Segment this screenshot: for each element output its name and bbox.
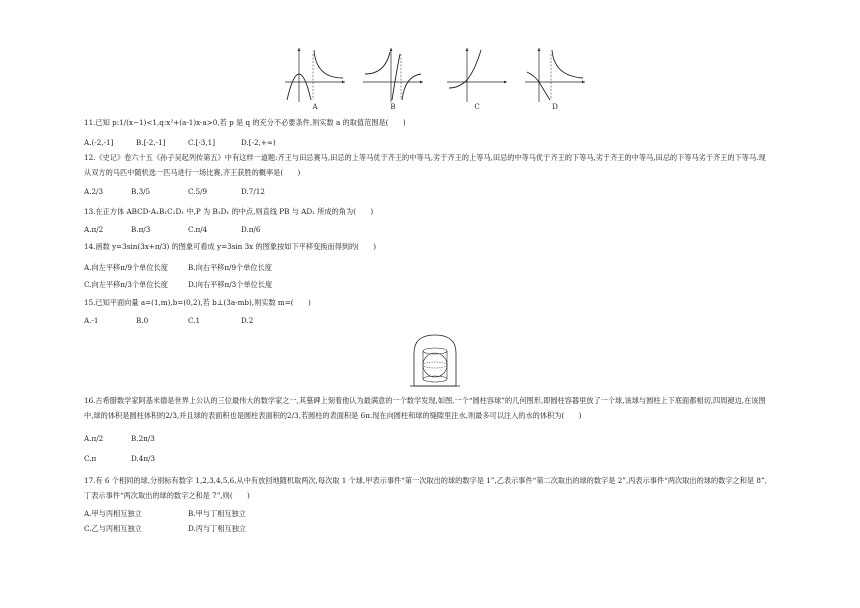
q17-option-c: C.乙与丙相互独立	[84, 524, 142, 533]
q16-option-c: C.π	[84, 454, 97, 463]
q17-option-d: D.丙与丁相互独立	[188, 524, 247, 533]
graph-a	[283, 44, 347, 104]
graph-label-d: D	[552, 103, 558, 111]
graph-label-a: A	[312, 103, 318, 111]
q17-option-a: A.甲与丙相互独立	[84, 509, 142, 518]
q12-option-b: B.3/5	[131, 187, 151, 196]
q15-option-c: C.1	[188, 316, 201, 325]
q16-option-d: D.4π/3	[131, 454, 156, 463]
q16-option-a: A.π/2	[84, 434, 104, 443]
question-17: 17.有 6 个相同的球,分别标有数字 1,2,3,4,5,6,从中有放回地随机取两次,每次取 1 个球,甲表示事件“第一次取出的球的数字是 1”,乙表示事件“第二次取出的球的数字是 2”,丙表示事件“两次取出的球的数字之和是 8”,丁表示事件“两次取出的球的数字之和是 7”,则( )	[84, 476, 767, 500]
q15-option-b: B.0	[136, 316, 149, 325]
q17-option-b: B.甲与丁相互独立	[188, 509, 246, 518]
graph-d	[523, 44, 587, 104]
question-16: 16.古希腊数学家阿基米德是世界上公认的三位最伟大的数学家之一,其墓碑上刻着他认为最满意的一个数学发现,如图,一个“圆柱容球”的几何图形,即圆柱容器里放了一个球,该球与圆柱上下底面都相切,四周褪边,在该图中,球的体积是圆柱体积的2/3,并且球的表面积也是圆柱表面积的2/3,若圆柱的表面积是 6π.现在向圆柱和球的缝隙里注水,则最多可以注入的水的体积为( )	[84, 396, 766, 420]
q13-option-b: B.π/3	[131, 225, 151, 234]
q13-option-c: C.π/4	[188, 225, 208, 234]
graph-c	[445, 44, 509, 104]
q16-option-b: B.2π/3	[131, 434, 155, 443]
cylinder-sphere-figure	[410, 333, 460, 388]
q13-option-a: A.π/2	[84, 225, 104, 234]
question-15: 15.已知平面向量 a=(1,m),b=(0,2),若 b⊥(3a-mb),则实数 m=( )	[84, 298, 311, 307]
q14-option-d: D.向右平移π/3个单位长度	[188, 280, 273, 289]
question-12: 12.《史记》卷六十五《孙子吴起列传第五》中有这样一道题:齐王与田忌赛马,田忌的上等马优于齐王的中等马,劣于齐王的上等马,田忌的中等马优于齐王的下等马,劣于齐王的中等马,田忌的下等马劣于齐王的下等马.现从双方的马匹中随机选一匹马进行一场比赛,齐王获胜的概率是( )	[84, 153, 766, 177]
q13-option-d: D.π/6	[241, 225, 261, 234]
function-graphs	[283, 44, 583, 116]
q15-option-d: D.2	[241, 316, 254, 325]
graph-label-b: B	[390, 103, 396, 111]
q12-option-c: C.5/9	[188, 187, 208, 196]
q11-option-a: A.(-2,-1]	[84, 138, 114, 147]
q12-option-a: A.2/3	[84, 187, 104, 196]
q11-option-d: D.[-2,+∞)	[241, 138, 276, 147]
q14-option-b: B.向右平移π/9个单位长度	[188, 263, 272, 272]
q12-option-d: D.7/12	[241, 187, 265, 196]
question-11: 11.已知 p:1/(x−1)<1,q:x²+(a-1)x-a>0,若 p 是 q 的充分不必要条件,则实数 a 的取值范围是( )	[84, 118, 406, 127]
graph-label-c: C	[474, 103, 480, 111]
q11-option-c: C.[-3,1]	[188, 138, 215, 147]
question-14: 14.函数 y=3sin(3x+π/3) 的图象可看成 y=3sin 3x 的图象按如下平移变换而得到的( )	[84, 242, 377, 251]
graph-b	[361, 44, 425, 104]
q15-option-a: A.-1	[84, 316, 99, 325]
question-13: 13.在正方体 ABCD-A₁B₁C₁D₁ 中,P 为 B₁D₁ 的中点,则直线 PB 与 AD₁ 所成的角为( )	[84, 207, 374, 216]
q11-option-b: B.[-2,-1]	[136, 138, 166, 147]
q14-option-a: A.向左平移π/9个单位长度	[84, 263, 168, 272]
q14-option-c: C.向左平移π/3个单位长度	[84, 280, 168, 289]
